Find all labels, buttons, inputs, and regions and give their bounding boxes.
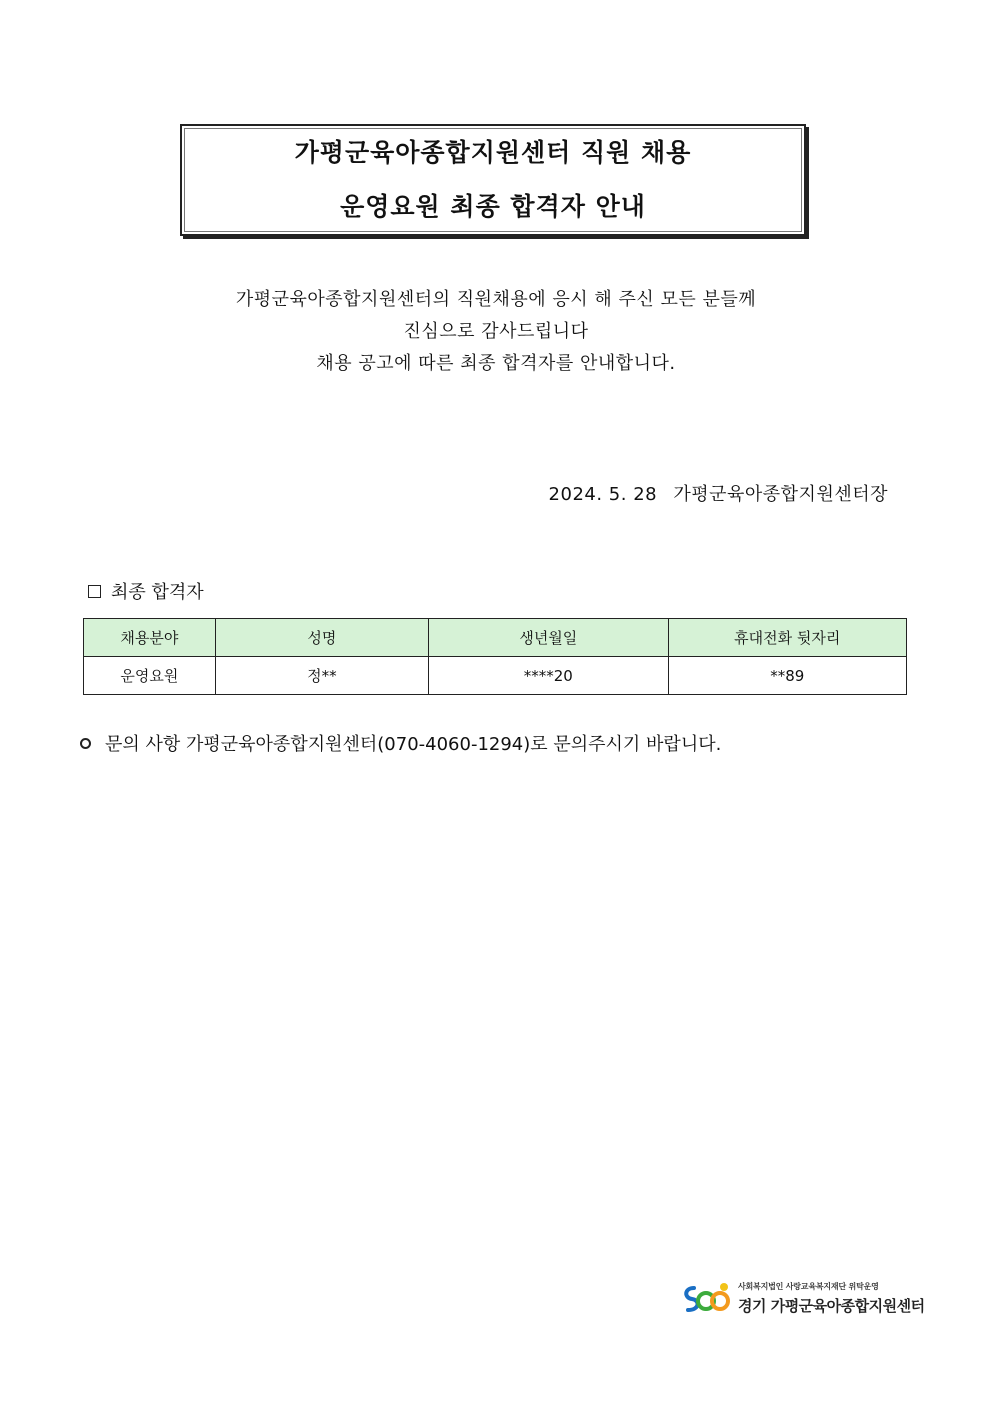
cell-field: 운영요원 xyxy=(84,657,216,695)
results-table xyxy=(83,618,907,695)
intro-text xyxy=(0,284,992,380)
title-line-2: 운영요원 최종 합격자 안내 xyxy=(340,192,646,221)
signature-line xyxy=(549,480,888,506)
intro-line-2: 진심으로 감사드립니다 xyxy=(403,321,589,342)
inquiry-note xyxy=(80,730,721,756)
table-header-row xyxy=(84,619,907,657)
title-line-1: 가평군육아종합지원센터 직원 채용 xyxy=(294,138,692,167)
cell-phone-last-digits: **89 xyxy=(668,657,906,695)
issuer-name: 가평군육아종합지원센터장 xyxy=(673,484,888,505)
cell-name: 정** xyxy=(215,657,428,695)
section-heading-label: 최종 합격자 xyxy=(111,582,204,603)
header-name: 성명 xyxy=(215,619,428,657)
intro-line-3: 채용 공고에 따른 최종 합격자를 안내합니다. xyxy=(316,353,676,374)
header-birthdate: 생년월일 xyxy=(429,619,668,657)
table-row xyxy=(84,657,907,695)
cell-birthdate: ****20 xyxy=(429,657,668,695)
checkbox-icon xyxy=(88,585,101,598)
header-field: 채용분야 xyxy=(84,619,216,657)
center-logo-icon xyxy=(680,1280,734,1316)
logo-name: 경기 가평군육아종합지원센터 xyxy=(738,1296,925,1315)
intro-line-1: 가평군육아종합지원센터의 직원채용에 응시 해 주신 모든 분들께 xyxy=(235,289,757,310)
section-heading xyxy=(88,578,204,604)
announcement-date: 2024. 5. 28 xyxy=(548,484,658,505)
center-logo xyxy=(680,1280,925,1316)
logo-subtitle: 사회복지법인 사랑교육복지재단 위탁운영 xyxy=(738,1281,879,1291)
inquiry-text: 문의 사항 가평군육아종합지원센터(070-4060-1294)로 문의주시기 바랍니다. xyxy=(105,734,722,755)
title-box xyxy=(180,124,806,236)
circle-bullet-icon xyxy=(80,738,91,749)
header-phone-last-digits: 휴대전화 뒷자리 xyxy=(668,619,906,657)
